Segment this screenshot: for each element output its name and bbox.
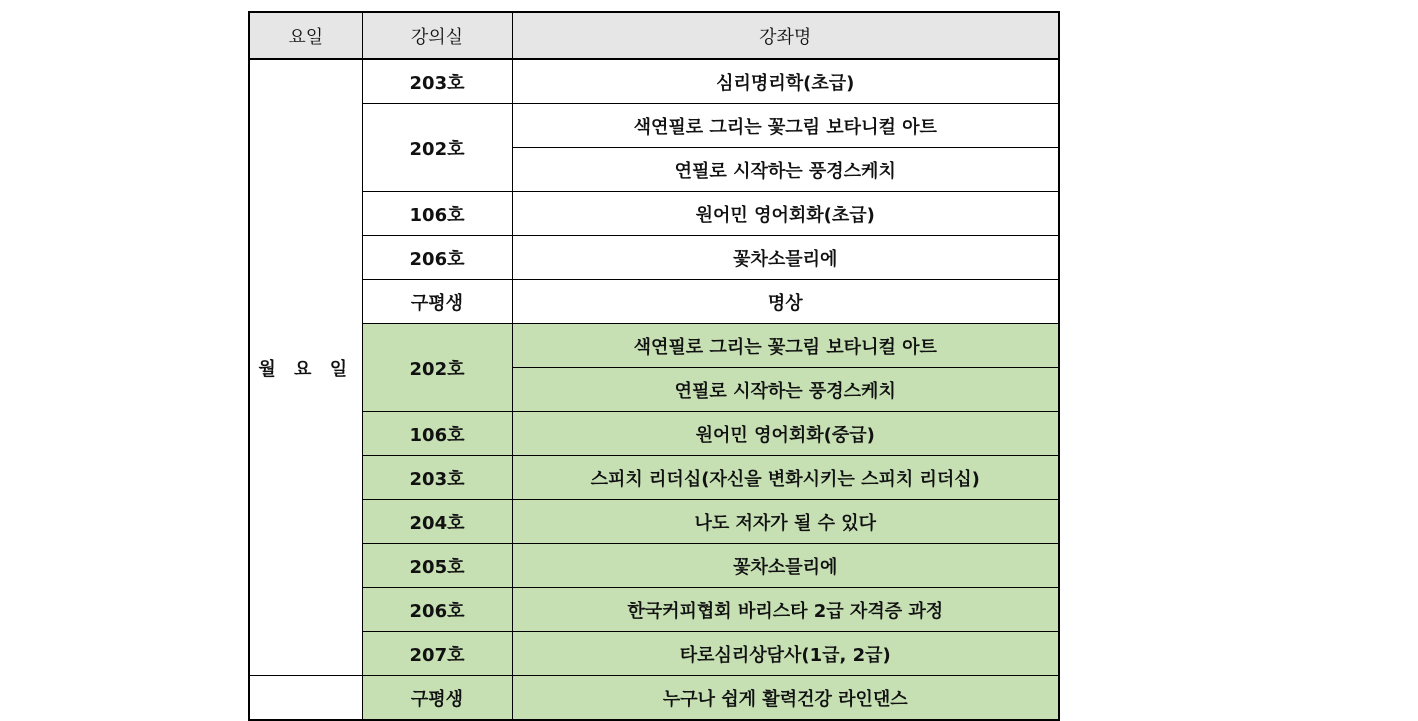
room-cell: 106호 bbox=[362, 412, 512, 456]
room-cell: 202호 bbox=[362, 324, 512, 412]
room-cell: 202호 bbox=[362, 104, 512, 192]
header-day: 요일 bbox=[249, 12, 362, 59]
room-cell: 206호 bbox=[362, 236, 512, 280]
course-schedule-table bbox=[248, 11, 1060, 721]
table-row bbox=[249, 500, 1059, 544]
room-cell: 106호 bbox=[362, 192, 512, 236]
course-cell: 타로심리상담사(1급, 2급) bbox=[512, 632, 1059, 676]
course-cell: 원어민 영어회화(초급) bbox=[512, 192, 1059, 236]
table-row bbox=[249, 324, 1059, 368]
table-row bbox=[249, 280, 1059, 324]
table-row bbox=[249, 412, 1059, 456]
course-cell: 한국커피협회 바리스타 2급 자격증 과정 bbox=[512, 588, 1059, 632]
room-cell: 203호 bbox=[362, 59, 512, 104]
course-cell: 색연필로 그리는 꽃그림 보타니컬 아트 bbox=[512, 324, 1059, 368]
table-row bbox=[249, 104, 1059, 148]
room-cell: 203호 bbox=[362, 456, 512, 500]
room-cell: 205호 bbox=[362, 544, 512, 588]
header-room: 강의실 bbox=[362, 12, 512, 59]
room-cell: 구평생 bbox=[362, 280, 512, 324]
course-cell: 연필로 시작하는 풍경스케치 bbox=[512, 368, 1059, 412]
table-row bbox=[249, 236, 1059, 280]
table-row bbox=[249, 544, 1059, 588]
room-cell: 206호 bbox=[362, 588, 512, 632]
day-cell-monday: 월 요 일 bbox=[249, 59, 362, 676]
table-header-row bbox=[249, 12, 1059, 59]
course-cell: 원어민 영어회화(중급) bbox=[512, 412, 1059, 456]
course-cell: 누구나 쉽게 활력건강 라인댄스 bbox=[512, 676, 1059, 721]
table-row bbox=[249, 588, 1059, 632]
course-cell: 꽃차소믈리에 bbox=[512, 544, 1059, 588]
room-cell: 207호 bbox=[362, 632, 512, 676]
table-row bbox=[249, 456, 1059, 500]
course-cell: 꽃차소믈리에 bbox=[512, 236, 1059, 280]
table-row bbox=[249, 632, 1059, 676]
course-cell: 나도 저자가 될 수 있다 bbox=[512, 500, 1059, 544]
table-row bbox=[249, 59, 1059, 104]
table-row bbox=[249, 192, 1059, 236]
course-cell: 명상 bbox=[512, 280, 1059, 324]
course-cell: 색연필로 그리는 꽃그림 보타니컬 아트 bbox=[512, 104, 1059, 148]
room-cell: 구평생 bbox=[362, 676, 512, 721]
day-cell-next bbox=[249, 676, 362, 721]
room-cell: 204호 bbox=[362, 500, 512, 544]
course-cell: 스피치 리더십(자신을 변화시키는 스피치 리더십) bbox=[512, 456, 1059, 500]
header-course: 강좌명 bbox=[512, 12, 1059, 59]
table-row bbox=[249, 676, 1059, 721]
course-cell: 심리명리학(초급) bbox=[512, 59, 1059, 104]
course-cell: 연필로 시작하는 풍경스케치 bbox=[512, 148, 1059, 192]
